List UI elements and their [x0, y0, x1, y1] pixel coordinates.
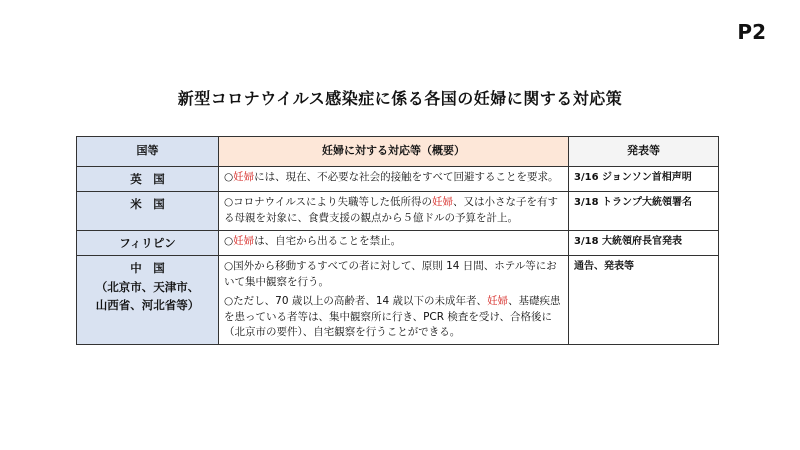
- highlight-keyword: 妊婦: [233, 171, 255, 183]
- measure-text: 、基礎疾患を患っている者等は、集中観察所に行き、PCR 検査を受け、合格後に（北京市の要件）、自宅観察を行うことができる。: [224, 294, 561, 339]
- header-country: 国等: [77, 137, 219, 167]
- announcement-cell: 通告、発表等: [569, 256, 719, 345]
- measure-paragraph: [224, 170, 563, 186]
- measure-text: ○: [224, 171, 234, 183]
- measure-text: ○: [224, 234, 234, 247]
- measure-paragraph: [224, 234, 563, 250]
- measure-text: ○コロナウイルスにより失職等した低所得の: [224, 196, 433, 209]
- measure-text: ○ただし、70 歳以上の高齢者、14 歳以下の未成年者、: [224, 294, 488, 307]
- header-announcement: 発表等: [569, 137, 719, 167]
- announcement-cell: 3/16 ジョンソン首相声明: [569, 167, 719, 192]
- table-body: [77, 167, 719, 345]
- country-cell: フィリピン: [77, 230, 219, 255]
- country-cell: 英 国: [77, 167, 219, 192]
- table-row: [77, 256, 719, 345]
- highlight-keyword: 妊婦: [432, 196, 454, 209]
- measure-text: ○国外から移動するすべての者に対して、原則 14 日間、ホテル等において集中観察を行う。: [224, 260, 557, 289]
- table-header-row: [77, 137, 719, 167]
- measures-cell: [219, 167, 569, 192]
- table-row: [77, 192, 719, 231]
- announcement-cell: 3/18 トランプ大統領署名: [569, 192, 719, 231]
- announcement-cell: 3/18 大統領府長官発表: [569, 230, 719, 255]
- measure-paragraph: [224, 294, 563, 341]
- measures-table: [76, 136, 719, 345]
- header-measures: 妊婦に対する対応等（概要）: [219, 137, 569, 167]
- measures-cell: [219, 192, 569, 231]
- measure-text: 、又は小さな子を有する母親を対象に、食費支援の観点から５億ドルの予算を計上。: [224, 196, 559, 225]
- country-cell: 米 国: [77, 192, 219, 231]
- table-row: [77, 230, 719, 255]
- country-cell: 中 国 （北京市、天津市、 山西省、河北省等）: [77, 256, 219, 345]
- page-title: 新型コロナウイルス感染症に係る各国の妊婦に関する対応策: [177, 89, 623, 108]
- measure-paragraph: [224, 259, 563, 291]
- measure-text: は、自宅から出ることを禁止。: [254, 234, 402, 247]
- page-number: P2: [737, 20, 766, 44]
- table-row: [77, 167, 719, 192]
- highlight-keyword: 妊婦: [233, 234, 255, 247]
- measures-cell: [219, 256, 569, 345]
- measure-paragraph: [224, 195, 563, 227]
- measures-cell: [219, 230, 569, 255]
- highlight-keyword: 妊婦: [487, 294, 509, 307]
- measure-text: には、現在、不必要な社会的接触をすべて回避することを要求。: [254, 171, 559, 183]
